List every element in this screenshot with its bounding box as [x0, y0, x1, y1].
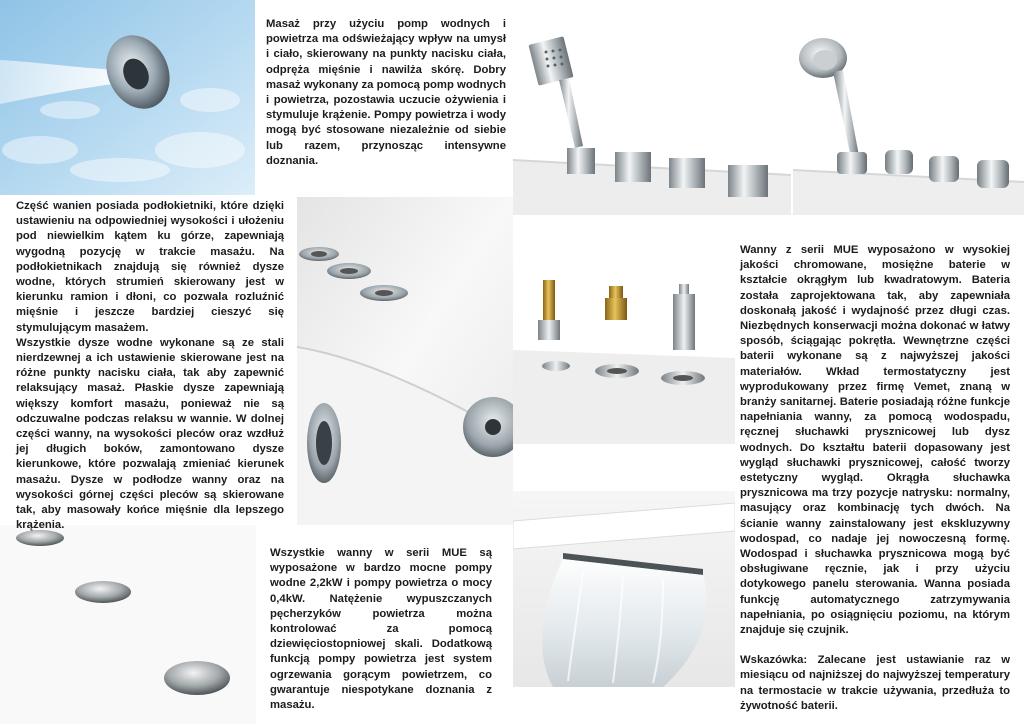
- text-armrest: Część wanien posiada podłokietniki, które dzięki ustawieniu na odpowiedniej wysokości i ułożeniu pod niewielkim kątem ku górze, zapewniają wygodną pozycję w trakcie masażu. Na podłokietnikach znajdują się również dysze wodne, których strumień skierowany jest w kierunku ramion i dłoni, co pozwala rozluźnić mięśnie i jeszcze bardziej cieszyć się stymulującym masażem.: [16, 200, 284, 334]
- text-fittings: [740, 243, 1010, 714]
- photo-tub-armrest-jets: [297, 197, 513, 525]
- text-armrest-and-nozzles: [16, 199, 284, 533]
- photo-cartridges: [513, 258, 735, 444]
- photo-waterfall: [513, 491, 735, 687]
- text-tip: Wskazówka: Zalecane jest ustawianie raz w miesiącu od najniższej do najwyższej temperatury na termostacie w trakcie używania, przedłuża to żywotność baterii.: [740, 654, 1010, 712]
- photo-water-jet: [0, 0, 255, 195]
- photo-floor-jets: [0, 525, 256, 724]
- photo-round-mixer: [793, 0, 1024, 215]
- text-nozzles: Wszystkie dysze wodne wykonane są ze stali nierdzewnej a ich ustawienie skierowane jest na różne punkty nacisku ciała, tak aby zapewnić relaksujący masaż. Płaskie dysze zapewniają większy komfort masażu, ponieważ nie są odczuwalne podczas relaksu w wannie. W dolnej części wanny, na wysokości pleców oraz wzdłuż jej długich boków, zamontowano dysze kierunkowe, które pozwalają zmieniać kierunek masażu. Dysze w podłodze wanny oraz na wysokości górnej części pleców są skierowane tak, aby masowały końce mięśnie dla lepszego krążenia.: [16, 336, 284, 532]
- photo-square-mixer: [513, 0, 791, 215]
- text-pumps: Wszystkie wanny w serii MUE są wyposażone w bardzo mocne pompy wodne 2,2kW i pompy powietrza o mocy 0,4kW. Natężenie wypuszczanych pęcherzyków powietrza można kontrolować za pomocą dziewięciostopniowej skali. Dodatkową funkcją pompy powietrza jest system ogrzewania gorącym powietrzem, co gwarantuje niespotykane doznania z masażu.: [270, 547, 492, 712]
- text-massage: Masaż przy użyciu pomp wodnych i powietrza ma odświeżający wpływ na umysł i ciało, skierowany na punkty nacisku ciała, odpręża mięśnie i nawilża skórę. Dobry masaż wykonany za pomocą pomp wodnych i powietrza, pozostawia uczucie ożywienia i stymuluje krążenie. Pompy powietrza i wody mogą być stosowane niezależnie od siebie lub razem, przynosząc intensywne doznania.: [266, 18, 506, 167]
- text-fittings-body: Wanny z serii MUE wyposażono w wysokiej jakości chromowane, mosiężne baterie w kształcie okrągłym lub kwadratowym. Bateria została zaprojektowana tak, aby zapewniała doskonałą jakość i wydajność przez długi czas. Niezbędnych konserwacji można dokonać w łatwy sposób, ściągając pokrętła. Wewnętrzne części baterii wykonane są z najwyższej jakości materiałów. Wkład termostatyczny jest wyprodukowany przez firmę Vemet, znaną w branży sanitarnej. Baterie posiadają różne funkcje napełniania wanny, za pomocą wodospadu, ręcznej słuchawki prysznicowej lub dysz wodnych. Do kształtu baterii dopasowany jest wygląd słuchawki prysznicowej, całość tworzy estetyczny wygląd. Okrągła słuchawka prysznicowa ma trzy pozycje natrysku: normalny, masujący oraz kombinację tych dwóch. Na ścianie wanny zainstalowany jest ekskluzywny wodospad, co nadaje jej nowoczesną formę. Wodospad i słuchawka prysznicowa mogą być obsługiwane ręcznie, jak i przy użyciu dotykowego panelu sterowania. Wanna posiada funkcję automatycznego zatrzymywania napełniania, po osiągnięciu poziomu, na którym znajduje się czujnik.: [740, 244, 1010, 637]
